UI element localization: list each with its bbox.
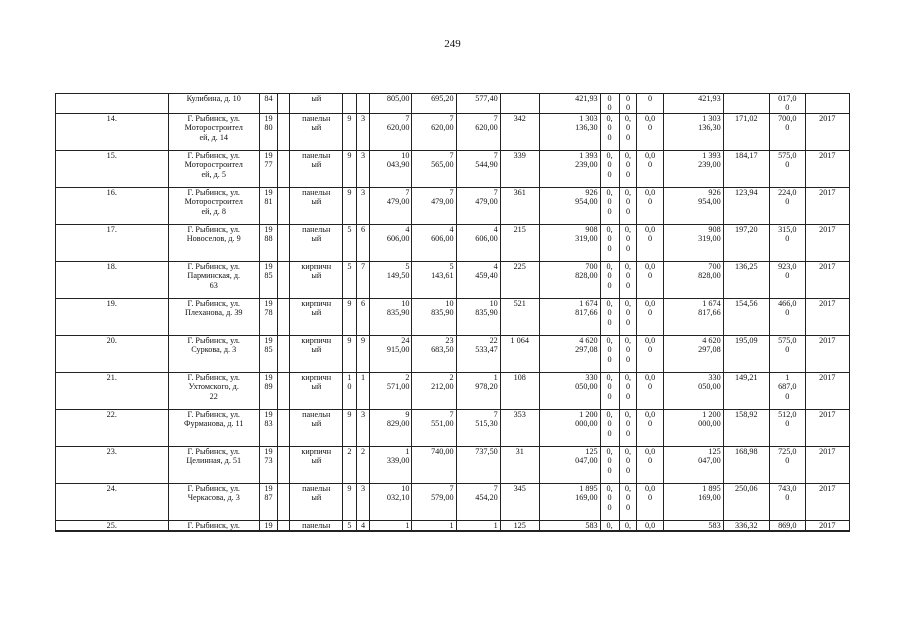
table-row (56, 224, 850, 261)
cell-total-cost: 700 828,00 (539, 261, 600, 298)
cell-cost-per-sqm: 184,17 (723, 150, 769, 187)
cell-residents: 342 (500, 113, 539, 150)
cell-owner-funds: 1 393 239,00 (663, 150, 723, 187)
cell-wall-material: кирпичн ый (290, 298, 343, 335)
cell-floors: 9 (343, 409, 357, 446)
cell-year-reconstructed (277, 113, 290, 150)
cell-completion-year: 2017 (805, 409, 849, 446)
table-row (56, 113, 850, 150)
cell-residential-area: 7 515,30 (456, 409, 500, 446)
cell-regional-funds: 0, 0 0 (619, 335, 637, 372)
cell-owner-funds: 583 (663, 520, 723, 531)
cell-year-built: 19 85 (260, 335, 278, 372)
cell-max-cost-per-sqm: 700,0 0 (769, 113, 805, 150)
cell-total-cost: 1 303 136,30 (539, 113, 600, 150)
cell-residential-area: 4 606,00 (456, 224, 500, 261)
cell-total-area: 1 (370, 520, 412, 531)
cell-local-funds: 0,0 0 (637, 335, 663, 372)
cell-regional-funds: 0, 0 0 (619, 150, 637, 187)
cell-max-cost-per-sqm: 512,0 0 (769, 409, 805, 446)
cell-entrances: 7 (356, 261, 370, 298)
cell-federal-funds: 0, 0 0 (600, 261, 619, 298)
cell-living-area: 4 606,00 (412, 224, 456, 261)
cell-completion-year (805, 94, 849, 114)
cell-owner-funds: 125 047,00 (663, 446, 723, 483)
cell-floors: 9 (343, 113, 357, 150)
cell-address: Г. Рыбинск, ул. (168, 520, 259, 531)
cell-residential-area: 7 454,20 (456, 483, 500, 520)
cell-row-number: 15. (56, 150, 169, 187)
cell-local-funds: 0,0 0 (637, 483, 663, 520)
cell-local-funds: 0,0 0 (637, 261, 663, 298)
cell-residents: 215 (500, 224, 539, 261)
cell-total-area: 9 829,00 (370, 409, 412, 446)
cell-owner-funds: 4 620 297,08 (663, 335, 723, 372)
cell-residents (500, 94, 539, 114)
cell-total-area: 7 479,00 (370, 187, 412, 224)
cell-owner-funds: 421,93 (663, 94, 723, 114)
cell-entrances: 2 (356, 446, 370, 483)
cell-local-funds: 0,0 0 (637, 298, 663, 335)
cell-floors: 2 (343, 446, 357, 483)
cell-wall-material: панельн (290, 520, 343, 531)
cell-floors: 9 (343, 483, 357, 520)
cell-year-reconstructed (277, 520, 290, 531)
cell-row-number: 24. (56, 483, 169, 520)
cell-residential-area: 7 620,00 (456, 113, 500, 150)
cell-total-cost: 926 954,00 (539, 187, 600, 224)
cell-year-reconstructed (277, 446, 290, 483)
cell-residential-area: 4 459,40 (456, 261, 500, 298)
cell-residents: 339 (500, 150, 539, 187)
cell-address: Г. Рыбинск, ул. Ухтомского, д. 22 (168, 372, 259, 409)
cell-regional-funds: 0, 0 0 (619, 483, 637, 520)
cell-total-area: 10 835,90 (370, 298, 412, 335)
cell-floors: 9 (343, 150, 357, 187)
table-row (56, 298, 850, 335)
cell-entrances: 6 (356, 224, 370, 261)
cell-floors: 1 0 (343, 372, 357, 409)
cell-address: Кулибина, д. 10 (168, 94, 259, 114)
cell-wall-material: панельн ый (290, 150, 343, 187)
cell-residential-area: 1 (456, 520, 500, 531)
cell-cost-per-sqm: 168,98 (723, 446, 769, 483)
cell-row-number: 16. (56, 187, 169, 224)
cell-row-number: 23. (56, 446, 169, 483)
cell-living-area: 1 (412, 520, 456, 531)
cell-total-cost: 330 050,00 (539, 372, 600, 409)
cell-year-built: 19 88 (260, 224, 278, 261)
cell-owner-funds: 926 954,00 (663, 187, 723, 224)
cell-living-area: 23 683,50 (412, 335, 456, 372)
cell-owner-funds: 1 200 000,00 (663, 409, 723, 446)
cell-wall-material: кирпичн ый (290, 335, 343, 372)
cell-federal-funds: 0, 0 0 (600, 409, 619, 446)
cell-total-area: 2 571,00 (370, 372, 412, 409)
cell-total-cost: 1 393 239,00 (539, 150, 600, 187)
cell-total-cost: 1 200 000,00 (539, 409, 600, 446)
cell-year-built: 19 83 (260, 409, 278, 446)
cell-local-funds: 0,0 0 (637, 113, 663, 150)
cell-federal-funds: 0, 0 0 (600, 446, 619, 483)
cell-row-number (56, 94, 169, 114)
cell-year-built: 19 87 (260, 483, 278, 520)
cell-cost-per-sqm: 136,25 (723, 261, 769, 298)
cell-address: Г. Рыбинск, ул. Моторостроител ей, д. 5 (168, 150, 259, 187)
cell-address: Г. Рыбинск, ул. Новоселов, д. 9 (168, 224, 259, 261)
cell-year-built: 19 80 (260, 113, 278, 150)
cell-completion-year: 2017 (805, 483, 849, 520)
cell-local-funds: 0 (637, 94, 663, 114)
cell-entrances: 4 (356, 520, 370, 531)
cell-residents: 521 (500, 298, 539, 335)
cell-year-reconstructed (277, 409, 290, 446)
cell-entrances: 3 (356, 409, 370, 446)
cell-local-funds: 0,0 (637, 520, 663, 531)
cell-address: Г. Рыбинск, ул. Черкасова, д. 3 (168, 483, 259, 520)
cell-row-number: 25. (56, 520, 169, 531)
cell-regional-funds: 0, 0 0 (619, 224, 637, 261)
cell-max-cost-per-sqm: 923,0 0 (769, 261, 805, 298)
cell-regional-funds: 0, 0 0 (619, 187, 637, 224)
cell-living-area: 7 565,00 (412, 150, 456, 187)
cell-max-cost-per-sqm: 315,0 0 (769, 224, 805, 261)
cell-residents: 353 (500, 409, 539, 446)
cell-total-cost: 4 620 297,08 (539, 335, 600, 372)
cell-row-number: 17. (56, 224, 169, 261)
cell-living-area: 695,20 (412, 94, 456, 114)
cell-total-area: 10 032,10 (370, 483, 412, 520)
cell-wall-material: панельн ый (290, 409, 343, 446)
cell-living-area: 7 479,00 (412, 187, 456, 224)
cell-max-cost-per-sqm: 1 687,0 0 (769, 372, 805, 409)
cell-residents: 125 (500, 520, 539, 531)
cell-cost-per-sqm (723, 94, 769, 114)
cell-address: Г. Рыбинск, ул. Парминская, д. 63 (168, 261, 259, 298)
cell-entrances: 6 (356, 298, 370, 335)
cell-address: Г. Рыбинск, ул. Фурманова, д. 11 (168, 409, 259, 446)
cell-wall-material: кирпичн ый (290, 261, 343, 298)
cell-entrances: 3 (356, 113, 370, 150)
cell-cost-per-sqm: 197,20 (723, 224, 769, 261)
cell-address: Г. Рыбинск, ул. Суркова, д. 3 (168, 335, 259, 372)
cell-entrances: 3 (356, 150, 370, 187)
cell-local-funds: 0,0 0 (637, 409, 663, 446)
cell-federal-funds: 0 0 (600, 94, 619, 114)
table-row (56, 483, 850, 520)
cell-living-area: 2 212,00 (412, 372, 456, 409)
cell-year-reconstructed (277, 187, 290, 224)
cell-living-area: 10 835,90 (412, 298, 456, 335)
cell-wall-material: кирпичн ый (290, 446, 343, 483)
cell-year-reconstructed (277, 150, 290, 187)
cell-total-cost: 1 674 817,66 (539, 298, 600, 335)
cell-residents: 1 064 (500, 335, 539, 372)
cell-completion-year: 2017 (805, 520, 849, 531)
cell-residential-area: 1 978,20 (456, 372, 500, 409)
cell-wall-material: панельн ый (290, 187, 343, 224)
cell-federal-funds: 0, 0 0 (600, 298, 619, 335)
cell-owner-funds: 908 319,00 (663, 224, 723, 261)
cell-wall-material: панельн ый (290, 224, 343, 261)
cell-total-area: 805,00 (370, 94, 412, 114)
cell-address: Г. Рыбинск, ул. Моторостроител ей, д. 14 (168, 113, 259, 150)
cell-year-reconstructed (277, 372, 290, 409)
cell-year-built: 19 89 (260, 372, 278, 409)
cell-residents: 225 (500, 261, 539, 298)
cell-living-area: 7 551,00 (412, 409, 456, 446)
cell-residents: 108 (500, 372, 539, 409)
cell-entrances: 3 (356, 483, 370, 520)
cell-federal-funds: 0, 0 0 (600, 187, 619, 224)
cell-federal-funds: 0, 0 0 (600, 224, 619, 261)
cell-wall-material: панельн ый (290, 113, 343, 150)
table-row (56, 261, 850, 298)
table-row (56, 520, 850, 531)
cell-floors: 5 (343, 261, 357, 298)
cell-completion-year: 2017 (805, 335, 849, 372)
cell-total-cost: 908 319,00 (539, 224, 600, 261)
cell-entrances (356, 94, 370, 114)
cell-max-cost-per-sqm: 575,0 0 (769, 335, 805, 372)
cell-row-number: 19. (56, 298, 169, 335)
cell-cost-per-sqm: 149,21 (723, 372, 769, 409)
cell-year-built: 19 (260, 520, 278, 531)
cell-residents: 345 (500, 483, 539, 520)
cell-regional-funds: 0, 0 0 (619, 298, 637, 335)
cell-residential-area: 7 479,00 (456, 187, 500, 224)
cell-living-area: 740,00 (412, 446, 456, 483)
cell-completion-year: 2017 (805, 446, 849, 483)
table-row (56, 372, 850, 409)
cell-row-number: 21. (56, 372, 169, 409)
cell-max-cost-per-sqm: 725,0 0 (769, 446, 805, 483)
cell-living-area: 5 143,61 (412, 261, 456, 298)
cell-local-funds: 0,0 0 (637, 187, 663, 224)
cell-total-cost: 1 895 169,00 (539, 483, 600, 520)
table-row (56, 335, 850, 372)
cell-total-area: 5 149,50 (370, 261, 412, 298)
cell-cost-per-sqm: 195,09 (723, 335, 769, 372)
cell-federal-funds: 0, 0 0 (600, 113, 619, 150)
cell-year-reconstructed (277, 261, 290, 298)
cell-total-area: 4 606,00 (370, 224, 412, 261)
cell-year-reconstructed (277, 335, 290, 372)
cell-residential-area: 737,50 (456, 446, 500, 483)
cell-completion-year: 2017 (805, 224, 849, 261)
cell-year-built: 19 73 (260, 446, 278, 483)
cell-max-cost-per-sqm: 575,0 0 (769, 150, 805, 187)
cell-total-area: 10 043,90 (370, 150, 412, 187)
cell-completion-year: 2017 (805, 113, 849, 150)
cell-local-funds: 0,0 0 (637, 224, 663, 261)
cell-row-number: 18. (56, 261, 169, 298)
cell-federal-funds: 0, 0 0 (600, 150, 619, 187)
cell-max-cost-per-sqm: 743,0 0 (769, 483, 805, 520)
table-row (56, 94, 850, 114)
cell-regional-funds: 0, (619, 520, 637, 531)
page-number: 249 (444, 38, 461, 50)
cell-cost-per-sqm: 171,02 (723, 113, 769, 150)
cell-floors: 9 (343, 298, 357, 335)
cell-local-funds: 0,0 0 (637, 372, 663, 409)
cell-entrances: 3 (356, 187, 370, 224)
cell-local-funds: 0,0 0 (637, 150, 663, 187)
cell-floors: 9 (343, 335, 357, 372)
cell-year-reconstructed (277, 483, 290, 520)
cell-completion-year: 2017 (805, 187, 849, 224)
cell-regional-funds: 0 0 (619, 94, 637, 114)
cell-regional-funds: 0, 0 0 (619, 261, 637, 298)
cell-owner-funds: 330 050,00 (663, 372, 723, 409)
cell-entrances: 9 (356, 335, 370, 372)
cell-year-built: 19 78 (260, 298, 278, 335)
cell-federal-funds: 0, 0 0 (600, 483, 619, 520)
cell-federal-funds: 0, 0 0 (600, 372, 619, 409)
cell-floors (343, 94, 357, 114)
cell-owner-funds: 1 895 169,00 (663, 483, 723, 520)
table-row (56, 187, 850, 224)
cell-federal-funds: 0, (600, 520, 619, 531)
cell-year-built: 19 85 (260, 261, 278, 298)
cell-year-reconstructed (277, 224, 290, 261)
cell-living-area: 7 579,00 (412, 483, 456, 520)
cell-floors: 5 (343, 224, 357, 261)
cell-living-area: 7 620,00 (412, 113, 456, 150)
cell-regional-funds: 0, 0 0 (619, 409, 637, 446)
cell-year-built: 19 81 (260, 187, 278, 224)
cell-cost-per-sqm: 154,56 (723, 298, 769, 335)
cell-completion-year: 2017 (805, 261, 849, 298)
cell-regional-funds: 0, 0 0 (619, 446, 637, 483)
cell-year-reconstructed (277, 94, 290, 114)
cell-entrances: 1 (356, 372, 370, 409)
cell-max-cost-per-sqm: 869,0 (769, 520, 805, 531)
cell-address: Г. Рыбинск, ул. Моторостроител ей, д. 8 (168, 187, 259, 224)
cell-residents: 361 (500, 187, 539, 224)
cell-max-cost-per-sqm: 017,0 0 (769, 94, 805, 114)
cell-year-built: 84 (260, 94, 278, 114)
table-row (56, 409, 850, 446)
housing-register-table (55, 93, 850, 532)
cell-year-reconstructed (277, 298, 290, 335)
cell-residents: 31 (500, 446, 539, 483)
cell-regional-funds: 0, 0 0 (619, 372, 637, 409)
cell-total-cost: 421,93 (539, 94, 600, 114)
cell-residential-area: 22 533,47 (456, 335, 500, 372)
cell-local-funds: 0,0 0 (637, 446, 663, 483)
cell-completion-year: 2017 (805, 298, 849, 335)
cell-row-number: 14. (56, 113, 169, 150)
cell-total-cost: 125 047,00 (539, 446, 600, 483)
table-row (56, 150, 850, 187)
cell-total-cost: 583 (539, 520, 600, 531)
cell-max-cost-per-sqm: 466,0 0 (769, 298, 805, 335)
cell-total-area: 1 339,00 (370, 446, 412, 483)
cell-wall-material: кирпичн ый (290, 372, 343, 409)
cell-floors: 5 (343, 520, 357, 531)
cell-residential-area: 577,40 (456, 94, 500, 114)
cell-cost-per-sqm: 158,92 (723, 409, 769, 446)
cell-cost-per-sqm: 250,06 (723, 483, 769, 520)
cell-residential-area: 10 835,90 (456, 298, 500, 335)
cell-completion-year: 2017 (805, 150, 849, 187)
cell-row-number: 22. (56, 409, 169, 446)
cell-residential-area: 7 544,90 (456, 150, 500, 187)
cell-owner-funds: 700 828,00 (663, 261, 723, 298)
cell-completion-year: 2017 (805, 372, 849, 409)
cell-owner-funds: 1 303 136,30 (663, 113, 723, 150)
cell-federal-funds: 0, 0 0 (600, 335, 619, 372)
cell-wall-material: ый (290, 94, 343, 114)
cell-cost-per-sqm: 336,32 (723, 520, 769, 531)
cell-total-area: 7 620,00 (370, 113, 412, 150)
cell-address: Г. Рыбинск, ул. Целинная, д. 51 (168, 446, 259, 483)
cell-total-area: 24 915,00 (370, 335, 412, 372)
cell-floors: 9 (343, 187, 357, 224)
cell-address: Г. Рыбинск, ул. Плеханова, д. 39 (168, 298, 259, 335)
cell-owner-funds: 1 674 817,66 (663, 298, 723, 335)
cell-cost-per-sqm: 123,94 (723, 187, 769, 224)
table-row (56, 446, 850, 483)
cell-wall-material: панельн ый (290, 483, 343, 520)
cell-max-cost-per-sqm: 224,0 0 (769, 187, 805, 224)
cell-row-number: 20. (56, 335, 169, 372)
cell-year-built: 19 77 (260, 150, 278, 187)
cell-regional-funds: 0, 0 0 (619, 113, 637, 150)
